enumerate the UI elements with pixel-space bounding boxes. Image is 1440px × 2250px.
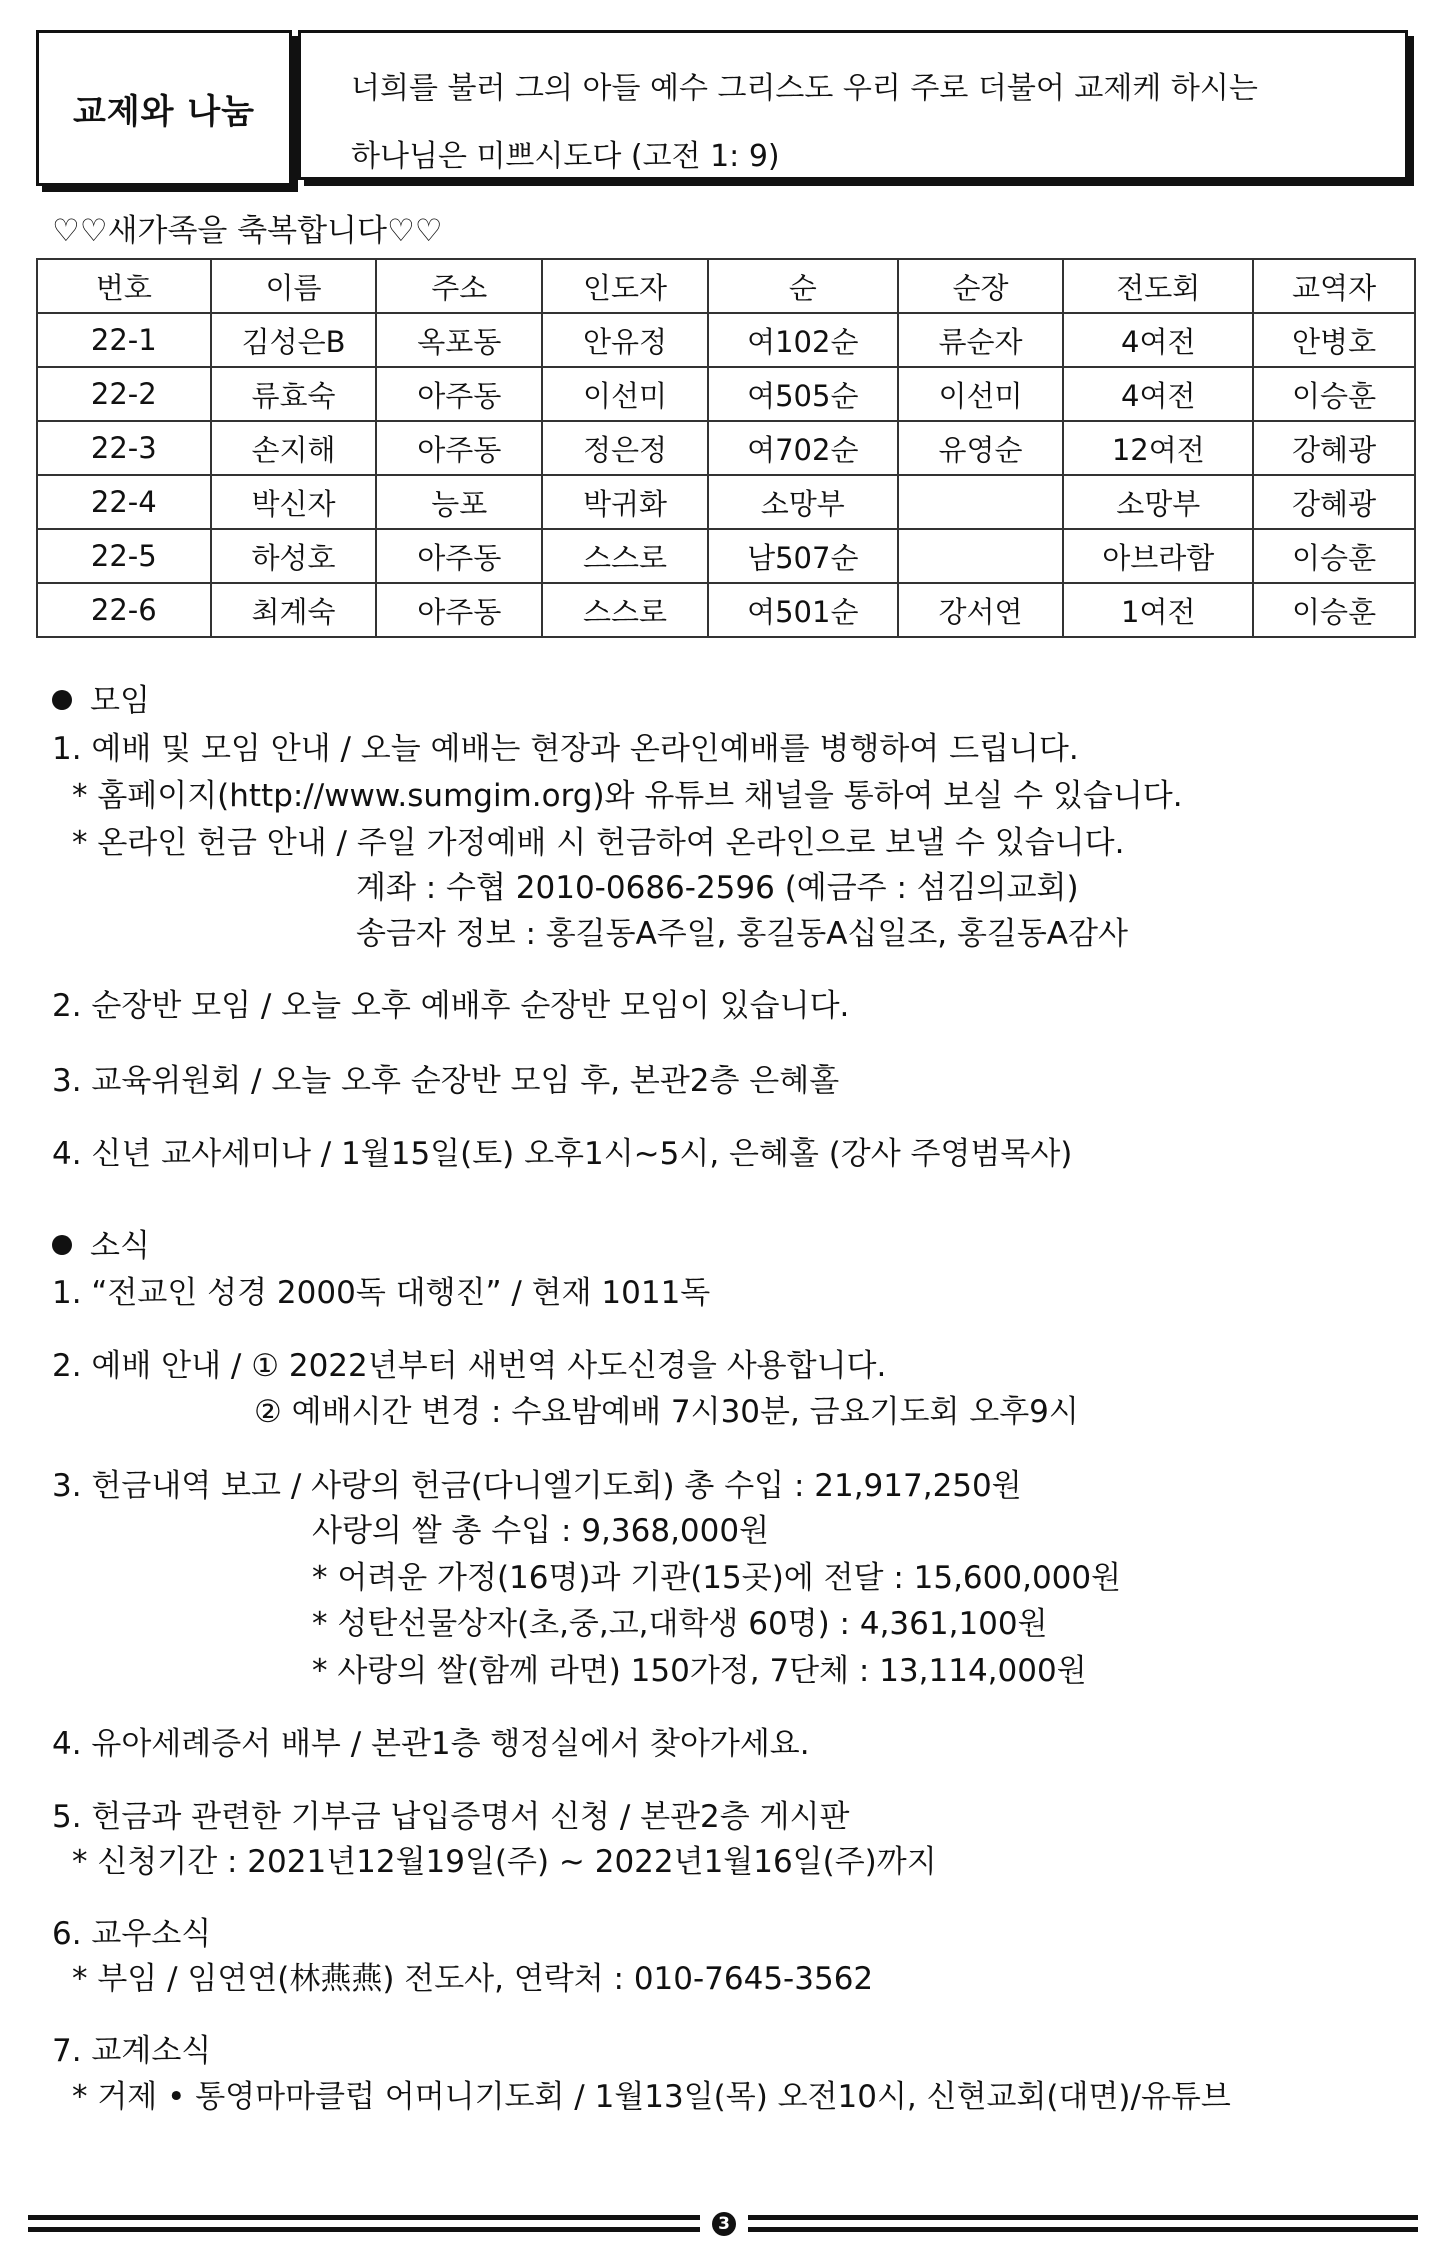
- table-cell: 22-4: [37, 475, 211, 529]
- table-cell: 22-1: [37, 313, 211, 367]
- page-footer: [28, 2212, 1418, 2236]
- table-row: [37, 421, 1415, 475]
- table-cell: 이승훈: [1253, 529, 1415, 583]
- column-header: 이름: [211, 259, 377, 313]
- table-cell: 남507순: [708, 529, 898, 583]
- table-cell: 소망부: [708, 475, 898, 529]
- table-row: [37, 313, 1415, 367]
- table-cell: 류효숙: [211, 367, 377, 421]
- meeting-item-2: 2. 순장반 모임 / 오늘 오후 예배후 순장반 모임이 있습니다.: [52, 988, 850, 1024]
- column-header: 인도자: [542, 259, 708, 313]
- table-cell: 하성호: [211, 529, 377, 583]
- column-header: 교역자: [1253, 259, 1415, 313]
- footer-rule-left-bottom: [28, 2227, 700, 2232]
- table-cell: [898, 475, 1064, 529]
- section-title: 교제와 나눔: [72, 91, 256, 132]
- table-cell: 스스로: [542, 583, 708, 637]
- table-row: [37, 367, 1415, 421]
- footer-rule-left-top: [28, 2215, 700, 2220]
- table-cell: 옥포동: [376, 313, 542, 367]
- table-cell: 능포: [376, 475, 542, 529]
- table-cell: 아주동: [376, 367, 542, 421]
- meeting-note-online-offering: * 온라인 헌금 안내 / 주일 가정예배 시 헌금하여 온라인으로 보낼 수 있습니다.: [72, 825, 1125, 861]
- table-cell: 이선미: [898, 367, 1064, 421]
- news-item-7-detail: * 거제 • 통영마마클럽 어머니기도회 / 1월13일(목) 오전10시, 신현교회(대면)/유튜브: [72, 2079, 1231, 2115]
- meeting-note-homepage: * 홈페이지(http://www.sumgim.org)와 유튜브 채널을 통하여 보실 수 있습니다.: [72, 778, 1183, 814]
- table-cell: 여702순: [708, 421, 898, 475]
- table-cell: 유영순: [898, 421, 1064, 475]
- table-cell: 아브라함: [1063, 529, 1253, 583]
- news-item-6: 6. 교우소식: [52, 1916, 212, 1952]
- bible-verse-box: [298, 30, 1408, 180]
- meeting-account: 계좌 : 수협 2010-0686-2596 (예금주 : 섬김의교회): [356, 870, 1079, 906]
- table-cell: 1여전: [1063, 583, 1253, 637]
- news-item-2-sub: ② 예배시간 변경 : 수요밤예배 7시30분, 금요기도회 오후9시: [254, 1394, 1079, 1430]
- table-row: [37, 475, 1415, 529]
- news-item-3: 3. 헌금내역 보고 / 사랑의 헌금(다니엘기도회) 총 수입 : 21,917,250원: [52, 1468, 1022, 1504]
- page-number: 3: [712, 2212, 736, 2236]
- table-cell: 안병호: [1253, 313, 1415, 367]
- column-header: 전도회: [1063, 259, 1253, 313]
- table-cell: 최계숙: [211, 583, 377, 637]
- table-cell: 여102순: [708, 313, 898, 367]
- new-family-title: ♡♡새가족을 축복합니다♡♡: [52, 213, 443, 249]
- table-cell: 박신자: [211, 475, 377, 529]
- meeting-item-1: 1. 예배 및 모임 안내 / 오늘 예배는 현장과 온라인예배를 병행하여 드립니다.: [52, 731, 1079, 767]
- column-header: 주소: [376, 259, 542, 313]
- table-cell: 아주동: [376, 583, 542, 637]
- table-cell: 여505순: [708, 367, 898, 421]
- bullet-icon: [52, 690, 72, 710]
- meeting-sender-info: 송금자 정보 : 홍길동A주일, 홍길동A십일조, 홍길동A감사: [356, 916, 1128, 952]
- footer-rule-right-top: [748, 2215, 1418, 2220]
- news-item-2: 2. 예배 안내 / ① 2022년부터 새번역 사도신경을 사용합니다.: [52, 1348, 887, 1384]
- meeting-item-4: 4. 신년 교사세미나 / 1월15일(토) 오후1시~5시, 은혜홀 (강사 주영범목사): [52, 1136, 1073, 1172]
- table-cell: 김성은B: [211, 313, 377, 367]
- table-cell: 강혜광: [1253, 475, 1415, 529]
- table-cell: 류순자: [898, 313, 1064, 367]
- table-cell: 22-5: [37, 529, 211, 583]
- news-item-4: 4. 유아세례증서 배부 / 본관1층 행정실에서 찾아가세요.: [52, 1726, 810, 1762]
- table-cell: 스스로: [542, 529, 708, 583]
- table-cell: 안유정: [542, 313, 708, 367]
- meeting-item-3: 3. 교육위원회 / 오늘 오후 순장반 모임 후, 본관2층 은혜홀: [52, 1063, 840, 1099]
- table-cell: 4여전: [1063, 367, 1253, 421]
- table-cell: 이승훈: [1253, 367, 1415, 421]
- meeting-heading: [52, 675, 150, 720]
- bullet-icon: [52, 1235, 72, 1255]
- table-cell: 강혜광: [1253, 421, 1415, 475]
- table-cell: 강서연: [898, 583, 1064, 637]
- table-header-row: [37, 259, 1415, 313]
- table-cell: 아주동: [376, 529, 542, 583]
- table-cell: [898, 529, 1064, 583]
- news-item-3-rice: 사랑의 쌀 총 수입 : 9,368,000원: [312, 1513, 770, 1549]
- table-cell: 소망부: [1063, 475, 1253, 529]
- column-header: 순: [708, 259, 898, 313]
- table-cell: 손지해: [211, 421, 377, 475]
- table-cell: 정은정: [542, 421, 708, 475]
- table-cell: 22-3: [37, 421, 211, 475]
- column-header: 번호: [37, 259, 211, 313]
- table-row: [37, 529, 1415, 583]
- table-cell: 22-6: [37, 583, 211, 637]
- verse-line-2: 하나님은 미쁘시도다 (고전 1: 9): [351, 139, 780, 174]
- table-cell: 박귀화: [542, 475, 708, 529]
- table-cell: 4여전: [1063, 313, 1253, 367]
- column-header: 순장: [898, 259, 1064, 313]
- table-cell: 여501순: [708, 583, 898, 637]
- meeting-heading-label: 모임: [90, 683, 150, 719]
- news-item-5: 5. 헌금과 관련한 기부금 납입증명서 신청 / 본관2층 게시판: [52, 1799, 850, 1835]
- verse-line-1: 너희를 불러 그의 아들 예수 그리스도 우리 주로 더불어 교제케 하시는: [351, 71, 1258, 106]
- table-cell: 아주동: [376, 421, 542, 475]
- news-item-3-families: * 어려운 가정(16명)과 기관(15곳)에 전달 : 15,600,000원: [312, 1560, 1122, 1596]
- news-item-6-detail: * 부임 / 임연연(林燕燕) 전도사, 연락처 : 010-7645-3562: [72, 1961, 874, 1997]
- news-item-1: 1. “전교인 성경 2000독 대행진” / 현재 1011독: [52, 1275, 711, 1311]
- table-row: [37, 583, 1415, 637]
- new-family-table: [36, 258, 1416, 638]
- section-title-box: [36, 30, 292, 186]
- news-item-5-period: * 신청기간 : 2021년12월19일(주) ~ 2022년1월16일(주)까지: [72, 1844, 937, 1880]
- news-heading: [52, 1220, 150, 1265]
- news-item-3-rice-noodles: * 사랑의 쌀(함께 라면) 150가정, 7단체 : 13,114,000원: [312, 1653, 1087, 1689]
- table-cell: 이승훈: [1253, 583, 1415, 637]
- news-item-3-gift-boxes: * 성탄선물상자(초,중,고,대학생 60명) : 4,361,100원: [312, 1606, 1048, 1642]
- table-cell: 이선미: [542, 367, 708, 421]
- table-cell: 12여전: [1063, 421, 1253, 475]
- news-item-7: 7. 교계소식: [52, 2033, 212, 2069]
- table-cell: 22-2: [37, 367, 211, 421]
- news-heading-label: 소식: [90, 1228, 150, 1264]
- footer-rule-right-bottom: [748, 2227, 1418, 2232]
